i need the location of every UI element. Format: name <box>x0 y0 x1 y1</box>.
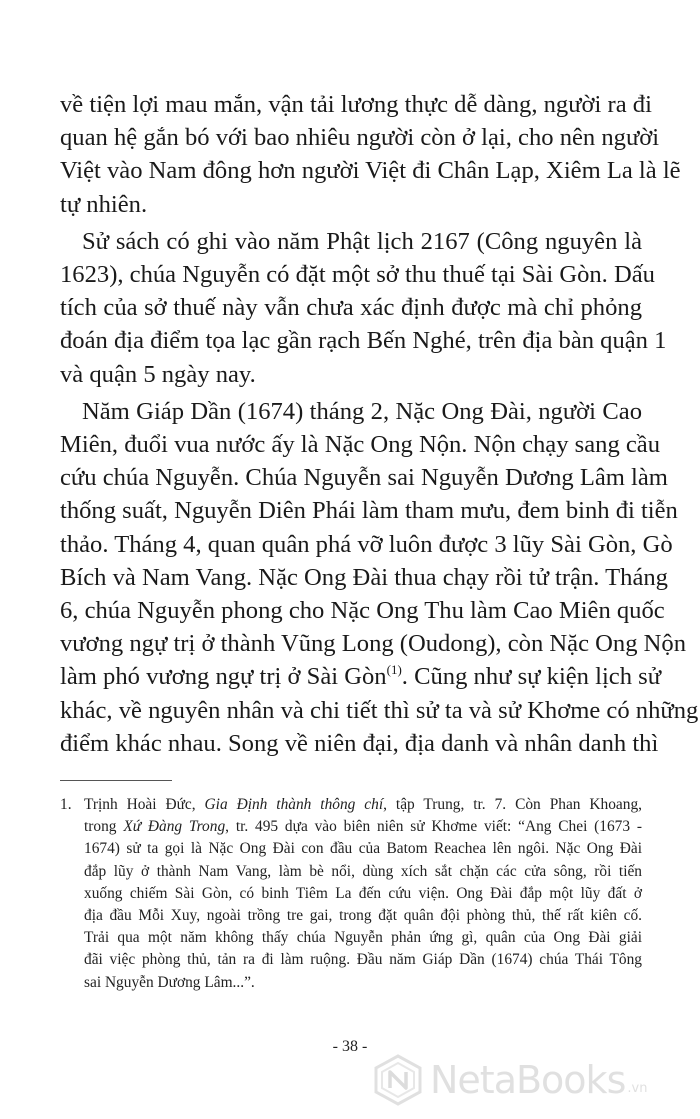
text-line: điểm khác nhau. Song về niên đại, địa danh và nhân danh thì <box>60 729 659 757</box>
text-line: về tiện lợi mau mắn, vận tải lương thực dễ dàng, người ra đi <box>60 91 652 118</box>
book-title: Gia Định thành thông chí <box>204 796 384 813</box>
footnote-line: đắp lũy ở thành Nam Vang, làm bè nổi, dùng xích sắt chặn các cửa sông, rồi tiến <box>84 862 642 880</box>
text-line: 1623), chúa Nguyễn có đặt một sở thu thuế tại Sài Gòn. Dấu <box>60 261 655 289</box>
footnote-line: sai Nguyễn Dương Lâm...”. <box>84 973 255 991</box>
text-line: Miên, đuổi vua nước ấy là Nặc Ong Nộn. Nộn chạy sang cầu <box>60 431 661 459</box>
text-line: cứu chúa Nguyễn. Chúa Nguyễn sai Nguyễn Dương Lâm làm <box>60 464 668 492</box>
paragraph-2 <box>60 225 667 391</box>
page-number: - 38 - <box>332 1038 368 1055</box>
text-line: khác, về nguyên nhân và chi tiết thì sử ta và sử Khơme có những <box>60 696 699 724</box>
footnote-line: địa đầu Mỗi Xuy, ngoài trồng tre gai, trong đặt quân đội phòng thủ, thế rất kiên cố. <box>84 907 642 925</box>
footnote-reference[interactable]: (1) <box>386 662 402 678</box>
watermark-tld: .vn <box>627 1081 648 1096</box>
text-segment: Trịnh Hoài Đức, <box>84 796 205 813</box>
body-text <box>60 88 699 764</box>
footnote-separator <box>60 780 172 781</box>
text-line: thảo. Tháng 4, quan quân phá vỡ luôn được 3 lũy Sài Gòn, Gò <box>60 530 673 558</box>
footnote-number: 1. <box>60 796 72 813</box>
footnote-line <box>84 794 642 816</box>
text-line: quan hệ gắn bó với bao nhiêu người còn ở lại, cho nên người <box>60 124 660 152</box>
footnote-line <box>84 816 642 838</box>
watermark-text: NetaBooks <box>430 1058 626 1102</box>
text-segment: làm phó vương ngự trị ở Sài Gòn <box>60 663 387 691</box>
text-line: Bích và Nam Vang. Nặc Ong Đài thua chạy rồi tử trận. Tháng <box>60 563 668 591</box>
footnote-1 <box>60 794 642 994</box>
text-line: đoán địa điểm tọa lạc gần rạch Bến Nghé, trên địa bàn quận 1 <box>60 327 667 355</box>
paragraph-1 <box>60 88 681 221</box>
footnote-body <box>84 794 642 994</box>
paragraph-3 <box>60 395 699 760</box>
text-segment: , tr. 495 dựa vào biên niên sử Khơme viết: “Ang Chei (1673 - <box>225 818 643 836</box>
footnote-line: đãi việc phòng thủ, tản ra đi làm ruộng. Đầu năm Giáp Dần (1674) chúa Thái Tông <box>84 951 642 969</box>
footnote-line: 1674) sử ta gọi là Nặc Ong Đài con đầu của Batom Reachea lên ngôi. Nặc Ong Đài <box>84 840 642 858</box>
text-line: Năm Giáp Dần (1674) tháng 2, Nặc Ong Đài, người Cao <box>82 397 642 425</box>
footnote-line: xuống chiếm Sài Gòn, có binh Tiêm La đến cứu viện. Ong Đài đắp một lũy đất ở <box>84 884 642 902</box>
text-line: tự nhiên. <box>60 190 148 218</box>
watermark <box>372 1052 647 1108</box>
text-segment: . Cũng như sự kiện lịch sử <box>401 663 662 691</box>
text-segment: , tập Trung, tr. 7. Còn Phan Khoang, <box>383 796 642 813</box>
book-title: Xứ Đàng Trong <box>123 818 226 836</box>
text-line: vương ngự trị ở thành Vũng Long (Oudong), còn Nặc Ong Nộn <box>60 630 686 658</box>
text-line: thống suất, Nguyễn Diên Phái làm tham mưu, đem binh đi tiễn <box>60 497 678 525</box>
text-line: Sử sách có ghi vào năm Phật lịch 2167 (Công nguyên là <box>82 227 642 255</box>
text-line: và quận 5 ngày nay. <box>60 360 256 388</box>
netabooks-logo-icon <box>372 1054 424 1106</box>
text-line: tích của sở thuế này vẫn chưa xác định được mà chỉ phỏng <box>60 294 642 322</box>
footnote-line: Trải qua một năm không thấy chúa Nguyễn phản ứng gì, quân của Ong Đài giải <box>84 929 642 947</box>
text-line-with-footnote-ref <box>60 660 662 693</box>
text-line: 6, chúa Nguyễn phong cho Nặc Ong Thu làm Cao Miên quốc <box>60 597 665 625</box>
text-segment: trong <box>84 818 124 836</box>
text-line: Việt vào Nam đông hơn người Việt đi Chân Lạp, Xiêm La là lẽ <box>60 157 681 185</box>
